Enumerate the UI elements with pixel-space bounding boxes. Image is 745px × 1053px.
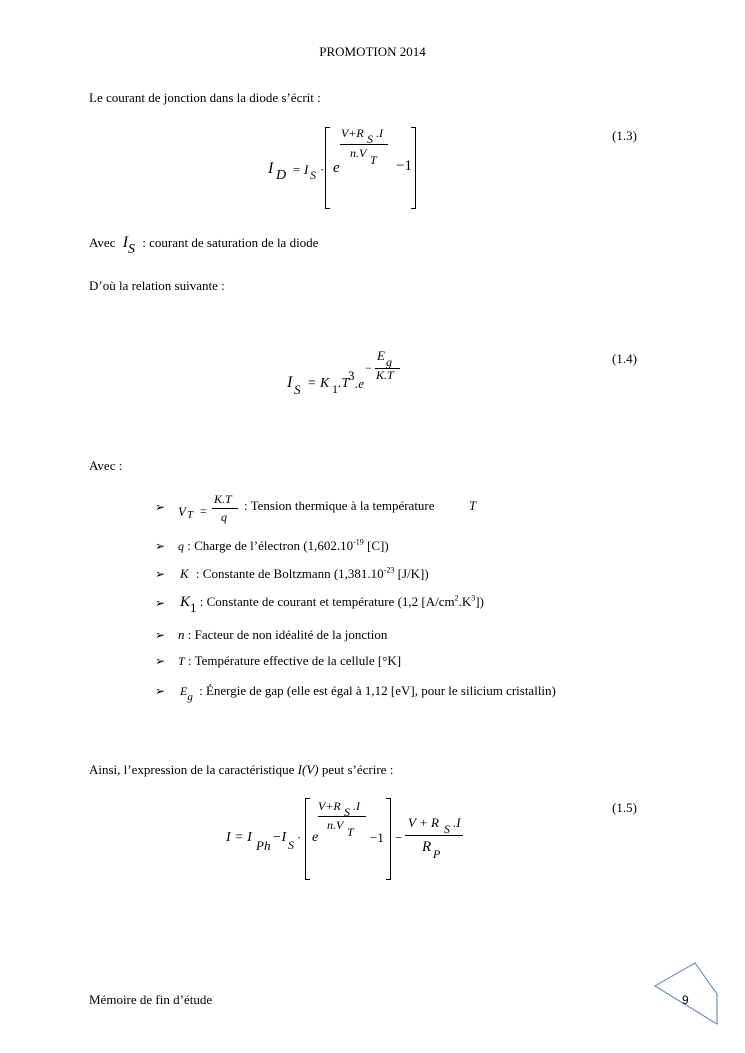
page-header-title: PROMOTION 2014 bbox=[319, 44, 426, 59]
page-number: 9 bbox=[682, 993, 689, 1007]
footer-text: Mémoire de fin d’étude bbox=[89, 992, 213, 1007]
eq15-den2: R bbox=[422, 839, 432, 855]
eq13-den: n.V bbox=[350, 146, 367, 160]
bullet-thermal-voltage bbox=[178, 492, 578, 528]
vt-sub: T bbox=[187, 509, 194, 521]
bullet-current-constant bbox=[180, 593, 484, 615]
eq15-lhs: I = I bbox=[226, 830, 252, 845]
bullet-gap-energy bbox=[180, 683, 556, 703]
eq14-den: K.T bbox=[376, 368, 394, 382]
bullet-marker: ➢ bbox=[155, 684, 166, 698]
k1-unit: ]) bbox=[475, 594, 484, 609]
paragraph-saturation-current bbox=[89, 234, 319, 257]
q-text: : Charge de l’électron (1,602.10 bbox=[187, 538, 354, 553]
n-text: : Facteur de non idéalité de la jonction bbox=[187, 627, 388, 642]
eq13-fraction-bar bbox=[340, 144, 388, 145]
eg-text: : Énergie de gap (elle est égal à 1,12 [eV], pour le silicium cristallin) bbox=[199, 683, 556, 698]
eq15-den2-sub: P bbox=[433, 847, 441, 861]
bullet-ideality-factor bbox=[178, 627, 387, 643]
eq14-t: .T bbox=[338, 376, 350, 391]
k-exponent: -23 bbox=[383, 565, 395, 575]
eq13-eq-is: = I bbox=[292, 162, 309, 177]
bullet-boltzmann bbox=[180, 566, 429, 582]
bullet-electron-charge bbox=[178, 538, 389, 554]
avec-label: Avec bbox=[89, 235, 116, 250]
eq14-neg: − bbox=[365, 361, 372, 375]
eq14-k-sub: 1 bbox=[332, 382, 338, 396]
p5-iv: I(V) bbox=[297, 762, 319, 777]
n-symbol: n bbox=[178, 627, 185, 642]
eq15-fraction2-bar bbox=[405, 835, 463, 836]
eq13-minus-one: −1 bbox=[396, 158, 412, 174]
eq14-num-sub: g bbox=[386, 355, 392, 369]
eq14-num: E bbox=[377, 348, 385, 363]
p5-prefix: Ainsi, l’expression de la caractéristique bbox=[89, 762, 295, 777]
bullet-cell-temperature bbox=[178, 653, 401, 669]
eq13-e: e bbox=[333, 160, 340, 176]
k-unit: [J/K]) bbox=[394, 566, 429, 581]
eq14-e: .e bbox=[355, 376, 365, 391]
q-exponent: -19 bbox=[353, 537, 364, 547]
eq15-minus-one: −1 bbox=[370, 830, 384, 845]
k1-exp-temp: 3 bbox=[471, 593, 476, 603]
eq15-left-bracket bbox=[305, 798, 310, 880]
eq15-num2-tail: .I bbox=[453, 815, 461, 830]
paragraph-junction-current: Le courant de jonction dans la diode s’écrit : bbox=[89, 90, 321, 105]
eq15-dot: · bbox=[297, 830, 302, 845]
k1-exp-area: 2 bbox=[454, 593, 459, 603]
saturation-text: : courant de saturation de la diode bbox=[142, 235, 319, 250]
eq15-den: n.V bbox=[327, 818, 344, 832]
q-unit: [C]) bbox=[363, 538, 389, 553]
vt-symbol: V bbox=[178, 504, 186, 519]
eq13-lhs: I bbox=[268, 160, 274, 177]
eq15-num-sub: S bbox=[344, 805, 350, 819]
vt-den: q bbox=[221, 510, 227, 524]
bullet-marker: ➢ bbox=[155, 628, 166, 642]
k-text: : Constante de Boltzmann (1,381.10 bbox=[195, 566, 384, 581]
equation-1-4 bbox=[0, 340, 745, 400]
eq15-minus-is: −I bbox=[272, 830, 287, 845]
t-symbol: T bbox=[178, 654, 185, 668]
eq13-is-sub: S bbox=[310, 168, 316, 182]
q-symbol: q bbox=[178, 539, 184, 553]
eq13-num: V+R bbox=[341, 126, 364, 140]
is-symbol: IS bbox=[122, 234, 136, 257]
bullet-marker: ➢ bbox=[155, 500, 166, 514]
equation-number-1-4: (1.4) bbox=[612, 351, 637, 366]
bullet-marker: ➢ bbox=[155, 654, 166, 668]
eq14-t-sup: 3 bbox=[348, 368, 355, 383]
t-text: : Température effective de la cellule [°K] bbox=[187, 653, 402, 668]
equation-number-1-3: (1.3) bbox=[612, 128, 637, 143]
eq15-den-sub: T bbox=[347, 825, 354, 839]
eq15-e: e bbox=[312, 830, 319, 845]
eq13-num-sub: S bbox=[367, 132, 373, 146]
paragraph-relation: D’où la relation suivante : bbox=[89, 278, 225, 293]
k1-sub: 1 bbox=[190, 600, 197, 615]
eq13-left-bracket bbox=[325, 127, 330, 209]
k1-text: : Constante de courant et température (1,2 [A/cm bbox=[199, 594, 455, 609]
eq14-rhs: = K bbox=[307, 376, 330, 391]
vt-tail: T bbox=[469, 498, 477, 513]
paragraph-characteristic bbox=[89, 762, 393, 778]
eq15-minus2: − bbox=[395, 830, 403, 845]
k1-mid: .K bbox=[458, 594, 472, 609]
k-symbol: K bbox=[180, 566, 189, 581]
eq13-right-bracket bbox=[411, 127, 416, 209]
bullet-marker: ➢ bbox=[155, 539, 166, 553]
eq13-dot: · bbox=[320, 162, 325, 177]
vt-fraction-bar bbox=[212, 508, 238, 509]
k1-symbol: K bbox=[180, 594, 191, 610]
eg-sub: g bbox=[187, 691, 193, 703]
eq13-den-sub: T bbox=[370, 153, 377, 167]
eq13-lhs-sub: D bbox=[276, 168, 287, 183]
eq15-num2: V + R bbox=[408, 815, 439, 830]
eq14-lhs: I bbox=[287, 374, 293, 391]
eq15-iph-sub: Ph bbox=[256, 838, 271, 853]
vt-text: : Tension thermique à la température bbox=[244, 498, 435, 513]
paragraph-avec: Avec : bbox=[89, 458, 123, 473]
bullet-marker: ➢ bbox=[155, 596, 166, 610]
bullet-marker: ➢ bbox=[155, 567, 166, 581]
eq15-is-sub: S bbox=[288, 838, 294, 852]
eg-symbol: E bbox=[180, 684, 188, 698]
page-number-badge bbox=[653, 962, 719, 1028]
p5-suffix: peut s’écrire : bbox=[321, 762, 394, 777]
equation-number-1-5: (1.5) bbox=[612, 800, 637, 815]
vt-eq: = bbox=[200, 504, 207, 518]
vt-num: K.T bbox=[214, 492, 232, 506]
eq14-lhs-sub: S bbox=[294, 382, 301, 397]
eq15-num-tail: .I bbox=[353, 799, 360, 813]
eq15-right-bracket bbox=[386, 798, 391, 880]
eq13-num-tail: .I bbox=[376, 126, 383, 140]
eq15-fraction-bar bbox=[318, 816, 366, 817]
eq15-num2-sub: S bbox=[444, 822, 450, 836]
eq15-num: V+R bbox=[318, 799, 341, 813]
